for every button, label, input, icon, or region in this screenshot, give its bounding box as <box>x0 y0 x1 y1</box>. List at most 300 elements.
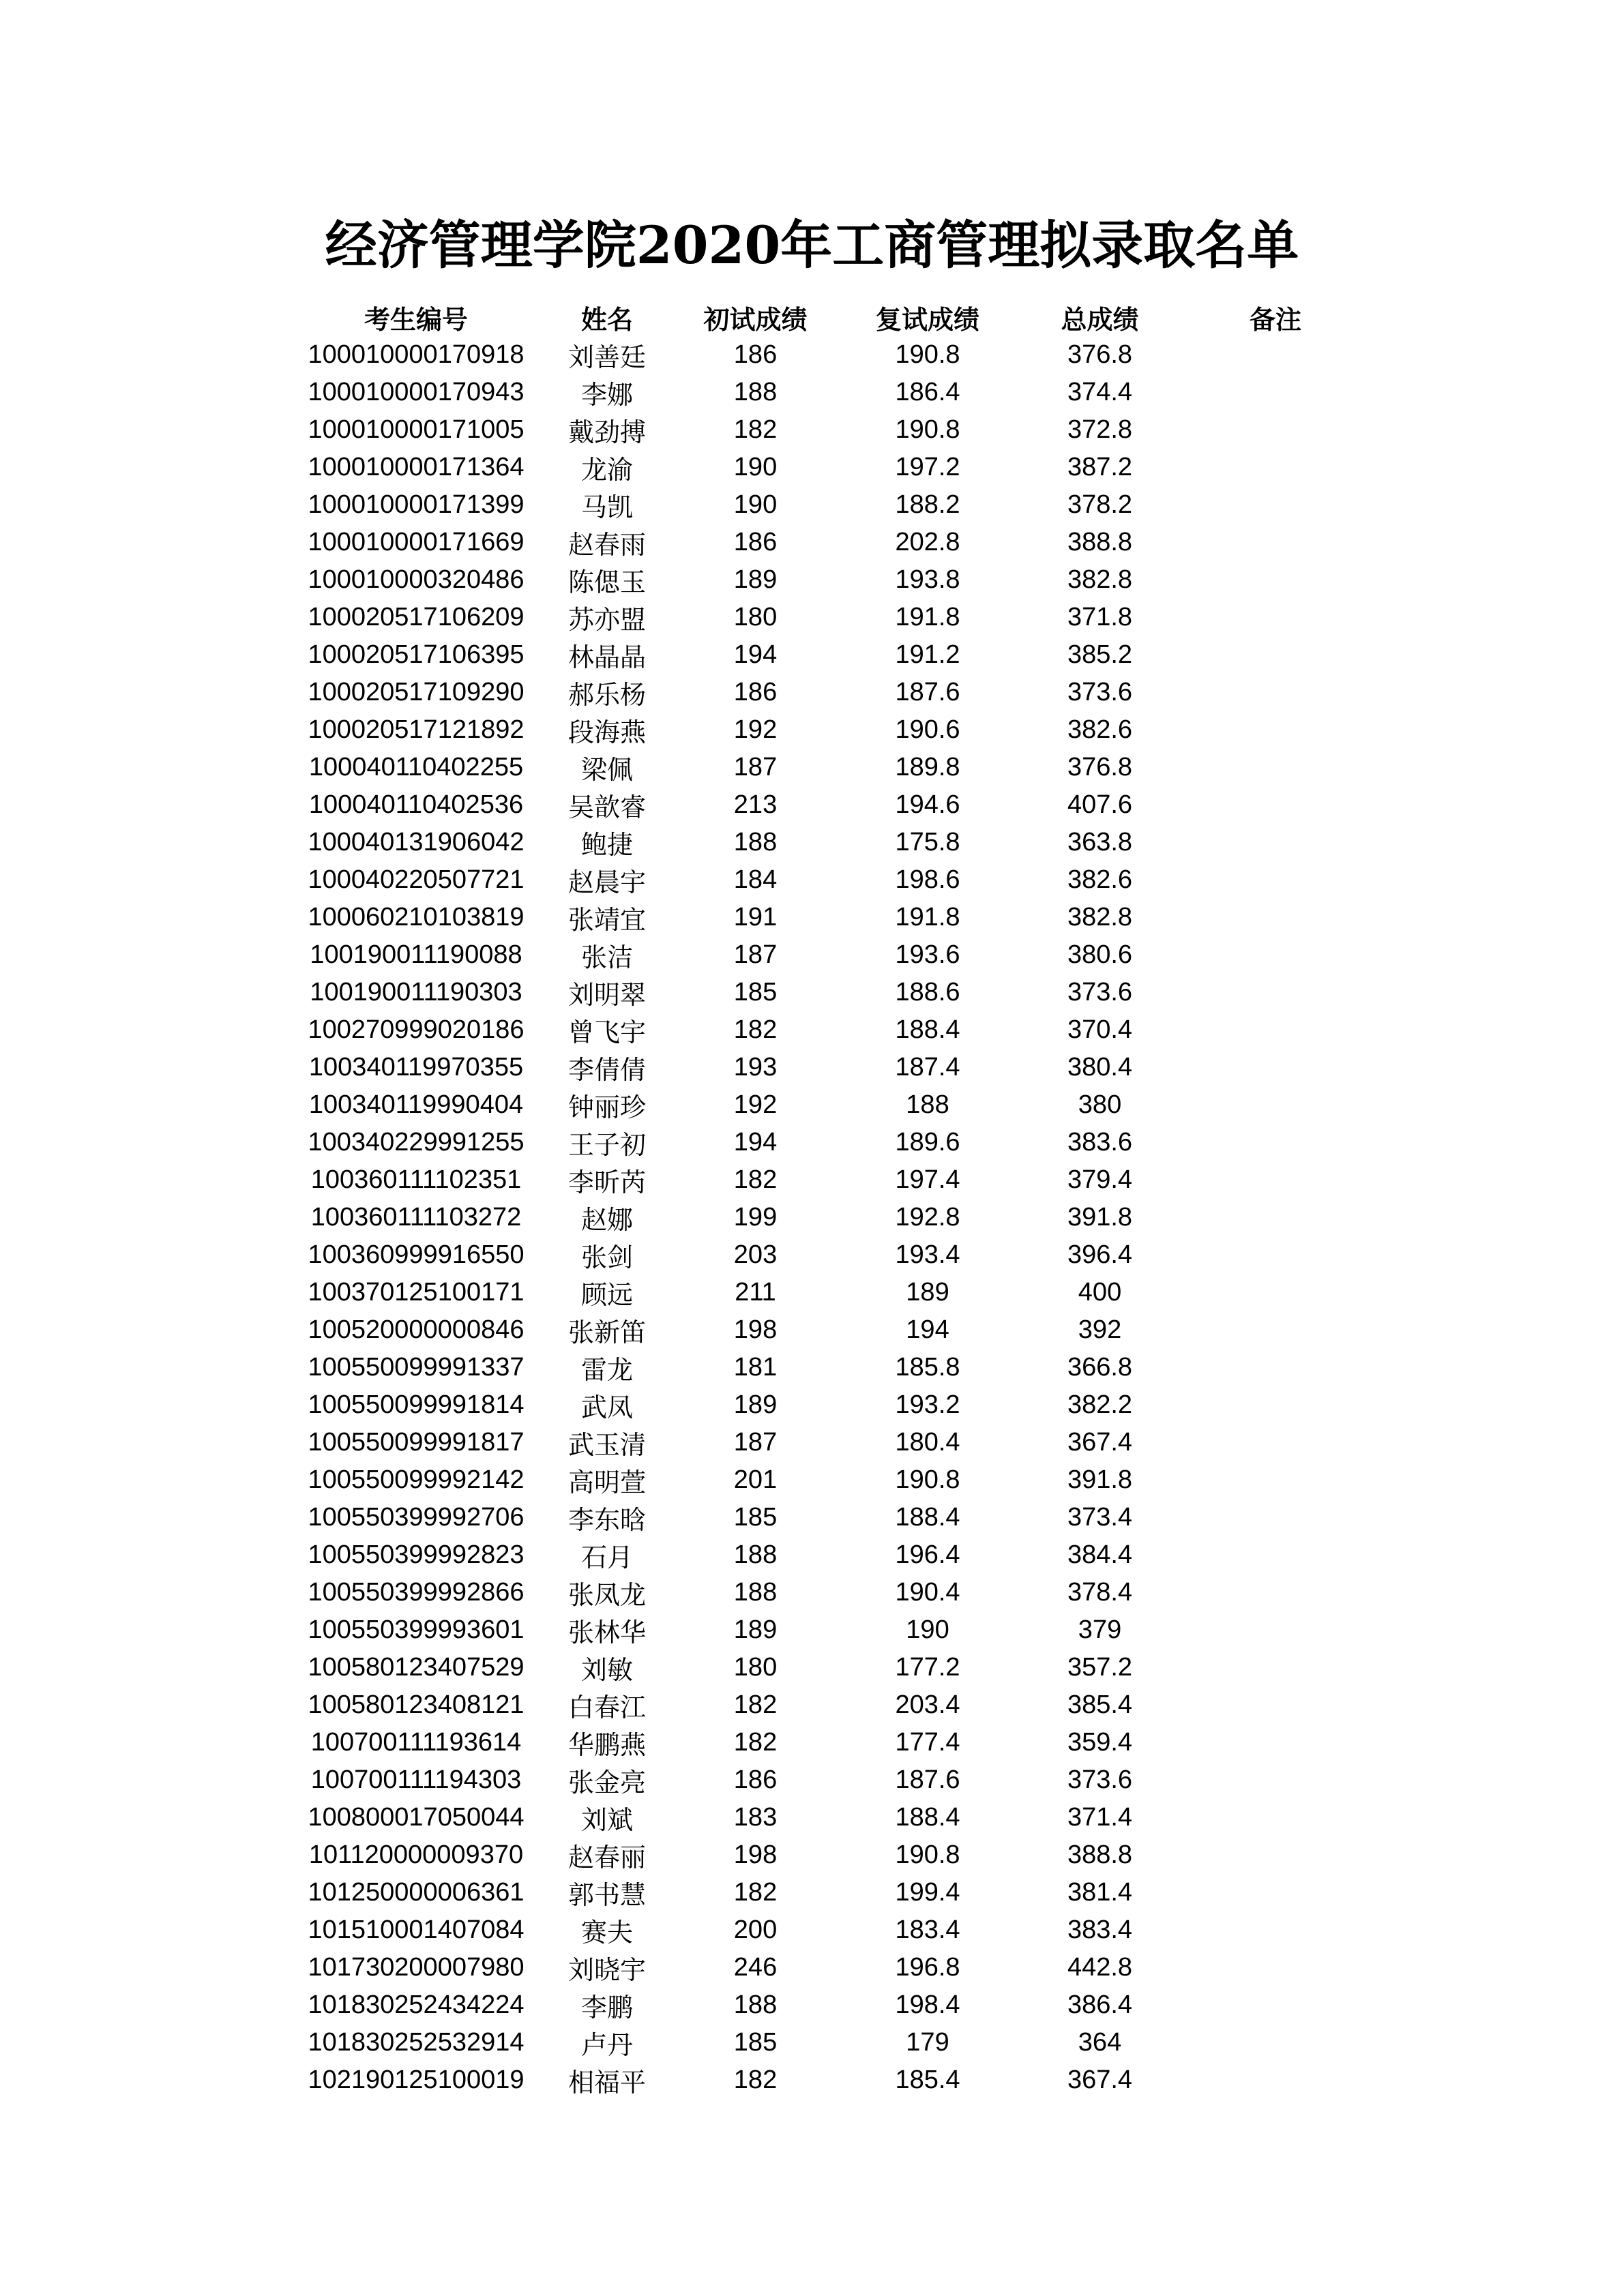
retest-score-cell: 194 <box>906 1315 949 1344</box>
name-cell: 戴劲搏 <box>567 417 646 447</box>
candidate-id-cell: 100700111193614 <box>310 1728 522 1757</box>
column-header-name: 姓名 <box>580 305 633 335</box>
candidate-id-cell: 100270999020186 <box>308 1015 525 1044</box>
candidate-id-cell: 100010000171364 <box>308 453 525 481</box>
candidate-id-cell: 100040110402255 <box>308 753 524 781</box>
total-score-cell: 367.4 <box>1067 1428 1133 1457</box>
total-score-cell: 378.4 <box>1067 1578 1133 1607</box>
total-score-cell: 373.6 <box>1067 678 1133 706</box>
candidate-id-cell: 100020517109290 <box>308 678 525 706</box>
retest-score-cell: 186.4 <box>895 378 960 406</box>
preliminary-score-cell: 246 <box>733 1953 778 1982</box>
total-score-cell: 378.2 <box>1067 490 1133 519</box>
table-row <box>290 824 1368 861</box>
name-cell: 苏亦盟 <box>567 605 646 635</box>
name-cell: 相福平 <box>567 2068 646 2098</box>
name-cell: 李昕芮 <box>567 1167 646 1197</box>
name-cell: 张剑 <box>580 1242 633 1272</box>
table-row <box>290 1086 1368 1124</box>
candidate-id-cell: 100800017050044 <box>308 1803 525 1832</box>
preliminary-score-cell: 182 <box>733 1015 778 1044</box>
candidate-id-cell: 100010000171005 <box>308 415 525 444</box>
retest-score-cell: 198.4 <box>895 1991 960 2019</box>
retest-score-cell: 196.4 <box>895 1540 960 1569</box>
table-row <box>290 336 1368 374</box>
table-row <box>290 1199 1368 1236</box>
candidate-id-cell: 100580123407529 <box>308 1653 525 1682</box>
remarks-cell <box>1183 636 1368 674</box>
retest-score-cell: 183.4 <box>895 1915 960 1944</box>
table-row <box>290 1274 1368 1311</box>
preliminary-score-cell: 186 <box>733 340 778 369</box>
candidate-id-cell: 100550399992866 <box>308 1578 525 1607</box>
retest-score-cell: 190.8 <box>895 415 960 444</box>
total-score-cell: 391.8 <box>1067 1465 1133 1494</box>
total-score-cell: 366.8 <box>1067 1353 1133 1382</box>
table-row <box>290 561 1368 599</box>
candidate-id-cell: 101510001407084 <box>308 1915 525 1944</box>
total-score-cell: 373.6 <box>1067 1765 1133 1794</box>
table-row <box>290 1799 1368 1836</box>
remarks-cell <box>1183 1424 1368 1461</box>
preliminary-score-cell: 183 <box>733 1803 778 1832</box>
table-row <box>290 1011 1368 1049</box>
preliminary-score-cell: 199 <box>733 1203 778 1232</box>
remarks-cell <box>1183 1986 1368 2024</box>
name-cell: 白春江 <box>567 1693 646 1723</box>
table-row <box>290 749 1368 786</box>
remarks-cell <box>1183 561 1368 599</box>
total-score-cell: 367.4 <box>1067 2066 1133 2094</box>
total-score-cell: 382.2 <box>1067 1390 1133 1419</box>
candidate-id-cell: 100360111103272 <box>310 1203 522 1232</box>
preliminary-score-cell: 182 <box>733 1165 778 1194</box>
retest-score-cell: 190 <box>906 1615 949 1644</box>
candidate-id-cell: 101830252434224 <box>308 1991 525 2019</box>
table-row <box>290 411 1368 449</box>
preliminary-score-cell: 188 <box>733 1540 778 1569</box>
preliminary-score-cell: 211 <box>735 1278 776 1307</box>
total-score-cell: 373.6 <box>1067 978 1133 1007</box>
name-cell: 赵娜 <box>580 1205 633 1235</box>
remarks-cell <box>1183 336 1368 374</box>
candidate-id-cell: 100340119970355 <box>308 1053 524 1082</box>
retest-score-cell: 189.6 <box>895 1128 960 1157</box>
name-cell: 张凤龙 <box>567 1580 646 1610</box>
total-score-cell: 379.4 <box>1067 1165 1133 1194</box>
name-cell: 赵春丽 <box>567 1843 646 1873</box>
candidate-id-cell: 100550099992142 <box>308 1465 525 1494</box>
retest-score-cell: 177.4 <box>895 1728 960 1757</box>
preliminary-score-cell: 192 <box>733 715 778 744</box>
name-cell: 李鹏 <box>580 1993 633 2023</box>
table-row <box>290 2024 1368 2061</box>
preliminary-score-cell: 180 <box>733 603 778 631</box>
remarks-cell <box>1183 1274 1368 1311</box>
remarks-cell <box>1183 2061 1368 2099</box>
candidate-id-cell: 100190011190088 <box>310 940 522 969</box>
retest-score-cell: 189 <box>906 1278 949 1307</box>
total-score-cell: 387.2 <box>1067 453 1133 481</box>
preliminary-score-cell: 187 <box>733 753 778 781</box>
remarks-cell <box>1183 861 1368 899</box>
table-row <box>290 1536 1368 1574</box>
candidate-id-cell: 100010000320486 <box>308 565 525 594</box>
retest-score-cell: 197.2 <box>895 453 960 481</box>
name-cell: 林晶晶 <box>567 642 646 672</box>
table-row <box>290 374 1368 411</box>
candidate-id-cell: 101830252532914 <box>308 2028 525 2057</box>
total-score-cell: 380 <box>1078 1090 1122 1119</box>
total-score-cell: 385.2 <box>1067 640 1133 669</box>
preliminary-score-cell: 182 <box>733 1728 778 1757</box>
column-header-preliminary-score: 初试成绩 <box>703 305 808 335</box>
table-row <box>290 1761 1368 1799</box>
name-cell: 张林华 <box>567 1617 646 1648</box>
name-cell: 梁佩 <box>580 755 633 785</box>
preliminary-score-cell: 184 <box>733 865 778 894</box>
remarks-cell <box>1183 1499 1368 1536</box>
retest-score-cell: 193.2 <box>895 1390 960 1419</box>
table-row <box>290 1386 1368 1424</box>
table-row <box>290 861 1368 899</box>
preliminary-score-cell: 198 <box>733 1840 778 1869</box>
total-score-cell: 442.8 <box>1067 1953 1133 1982</box>
remarks-cell <box>1183 1049 1368 1086</box>
table-row <box>290 1161 1368 1199</box>
table-row <box>290 936 1368 974</box>
preliminary-score-cell: 190 <box>733 490 778 519</box>
total-score-cell: 384.4 <box>1067 1540 1133 1569</box>
name-cell: 钟丽珍 <box>567 1092 646 1122</box>
table-row <box>290 1836 1368 1874</box>
name-cell: 赵晨宇 <box>567 867 646 897</box>
preliminary-score-cell: 182 <box>733 415 778 444</box>
candidate-id-cell: 101120000009370 <box>308 1840 524 1869</box>
preliminary-score-cell: 182 <box>733 2066 778 2094</box>
total-score-cell: 380.4 <box>1067 1053 1133 1082</box>
preliminary-score-cell: 185 <box>733 2028 778 2057</box>
remarks-cell <box>1183 449 1368 486</box>
table-row <box>290 1949 1368 1986</box>
candidate-id-cell: 100550399992706 <box>308 1503 525 1532</box>
total-score-cell: 371.8 <box>1067 603 1133 631</box>
preliminary-score-cell: 194 <box>733 1128 778 1157</box>
total-score-cell: 376.8 <box>1067 753 1133 781</box>
table-row <box>290 1686 1368 1724</box>
retest-score-cell: 188.4 <box>895 1015 960 1044</box>
preliminary-score-cell: 200 <box>733 1915 778 1944</box>
remarks-cell <box>1183 1124 1368 1161</box>
name-cell: 张金亮 <box>567 1768 646 1798</box>
table-row <box>290 1874 1368 1911</box>
preliminary-score-cell: 188 <box>733 378 778 406</box>
column-header-total-score: 总成绩 <box>1061 305 1139 335</box>
name-cell: 高明萱 <box>567 1467 646 1497</box>
remarks-cell <box>1183 1949 1368 1986</box>
candidate-id-cell: 100550099991817 <box>308 1428 525 1457</box>
name-cell: 李娜 <box>580 380 633 410</box>
name-cell: 刘善廷 <box>567 342 646 372</box>
remarks-cell <box>1183 599 1368 636</box>
total-score-cell: 372.8 <box>1067 415 1133 444</box>
name-cell: 刘晓宇 <box>567 1955 646 1985</box>
remarks-cell <box>1183 486 1368 524</box>
remarks-cell <box>1183 749 1368 786</box>
retest-score-cell: 191.8 <box>895 903 960 931</box>
retest-score-cell: 190.6 <box>895 715 960 744</box>
table-row <box>290 674 1368 711</box>
preliminary-score-cell: 194 <box>733 640 778 669</box>
preliminary-score-cell: 193 <box>733 1053 778 1082</box>
remarks-cell <box>1183 1349 1368 1386</box>
table-row <box>290 486 1368 524</box>
name-cell: 李倩倩 <box>567 1055 646 1085</box>
total-score-cell: 385.4 <box>1067 1690 1133 1719</box>
preliminary-score-cell: 192 <box>733 1090 778 1119</box>
remarks-cell <box>1183 1536 1368 1574</box>
name-cell: 龙渝 <box>580 455 633 485</box>
table-row <box>290 1124 1368 1161</box>
preliminary-score-cell: 190 <box>733 453 778 481</box>
preliminary-score-cell: 198 <box>733 1315 778 1344</box>
retest-score-cell: 190.8 <box>895 1840 960 1869</box>
retest-score-cell: 188.6 <box>895 978 960 1007</box>
retest-score-cell: 193.6 <box>895 940 960 969</box>
retest-score-cell: 185.8 <box>895 1353 960 1382</box>
preliminary-score-cell: 180 <box>733 1653 778 1682</box>
table-row <box>290 1724 1368 1761</box>
remarks-cell <box>1183 374 1368 411</box>
name-cell: 石月 <box>580 1542 633 1572</box>
candidate-id-cell: 100010000170918 <box>308 340 525 369</box>
retest-score-cell: 188.4 <box>895 1503 960 1532</box>
total-score-cell: 400 <box>1078 1278 1122 1307</box>
remarks-cell <box>1183 974 1368 1011</box>
remarks-cell <box>1183 2024 1368 2061</box>
total-score-cell: 388.8 <box>1067 528 1133 556</box>
retest-score-cell: 187.4 <box>895 1053 960 1082</box>
total-score-cell: 392 <box>1078 1315 1122 1344</box>
retest-score-cell: 187.6 <box>895 678 960 706</box>
remarks-cell <box>1183 899 1368 936</box>
total-score-cell: 379 <box>1078 1615 1122 1644</box>
total-score-cell: 380.6 <box>1067 940 1133 969</box>
column-header-candidate-id: 考生编号 <box>364 305 468 335</box>
table-row <box>290 1574 1368 1611</box>
candidate-id-cell: 100360999916550 <box>308 1240 525 1269</box>
table-row <box>290 1499 1368 1536</box>
name-cell: 武凤 <box>580 1392 633 1422</box>
retest-score-cell: 196.8 <box>895 1953 960 1982</box>
remarks-cell <box>1183 1199 1368 1236</box>
name-cell: 刘敏 <box>580 1655 633 1685</box>
preliminary-score-cell: 187 <box>733 1428 778 1457</box>
preliminary-score-cell: 213 <box>733 790 778 819</box>
total-score-cell: 382.8 <box>1067 903 1133 931</box>
retest-score-cell: 185.4 <box>895 2066 960 2094</box>
preliminary-score-cell: 185 <box>733 978 778 1007</box>
table-row <box>290 1049 1368 1086</box>
remarks-cell <box>1183 1836 1368 1874</box>
candidate-id-cell: 100010000170943 <box>308 378 525 406</box>
preliminary-score-cell: 182 <box>733 1690 778 1719</box>
name-cell: 张新笛 <box>567 1317 646 1347</box>
page-title: 经济管理学院2020年工商管理拟录取名单 <box>325 215 1299 275</box>
candidate-id-cell: 100060210103819 <box>308 903 525 931</box>
retest-score-cell: 190.4 <box>895 1578 960 1607</box>
table-row <box>290 1461 1368 1499</box>
total-score-cell: 376.8 <box>1067 340 1133 369</box>
retest-score-cell: 197.4 <box>895 1165 960 1194</box>
total-score-cell: 363.8 <box>1067 828 1133 856</box>
remarks-cell <box>1183 1761 1368 1799</box>
total-score-cell: 373.4 <box>1067 1503 1133 1532</box>
remarks-cell <box>1183 1911 1368 1949</box>
total-score-cell: 386.4 <box>1067 1991 1133 2019</box>
candidate-id-cell: 100580123408121 <box>308 1690 525 1719</box>
admission-list-table <box>290 299 1368 2099</box>
table-row <box>290 786 1368 824</box>
candidate-id-cell: 100340229991255 <box>308 1128 525 1157</box>
remarks-cell <box>1183 786 1368 824</box>
remarks-cell <box>1183 1011 1368 1049</box>
remarks-cell <box>1183 936 1368 974</box>
table-row <box>290 1311 1368 1349</box>
retest-score-cell: 179 <box>906 2028 949 2057</box>
name-cell: 段海燕 <box>567 717 646 747</box>
name-cell: 雷龙 <box>580 1355 633 1385</box>
preliminary-score-cell: 188 <box>733 1578 778 1607</box>
remarks-cell <box>1183 1311 1368 1349</box>
total-score-cell: 391.8 <box>1067 1203 1133 1232</box>
total-score-cell: 382.6 <box>1067 715 1133 744</box>
candidate-id-cell: 100040110402536 <box>308 790 524 819</box>
preliminary-score-cell: 186 <box>733 528 778 556</box>
remarks-cell <box>1183 1086 1368 1124</box>
table-row <box>290 2061 1368 2099</box>
candidate-id-cell: 100020517121892 <box>308 715 525 744</box>
total-score-cell: 357.2 <box>1067 1653 1133 1682</box>
name-cell: 赛夫 <box>580 1918 633 1948</box>
retest-score-cell: 189.8 <box>895 753 960 781</box>
retest-score-cell: 191.2 <box>895 640 960 669</box>
candidate-id-cell: 100020517106209 <box>308 603 525 631</box>
table-row <box>290 1911 1368 1949</box>
remarks-cell <box>1183 711 1368 749</box>
total-score-cell: 374.4 <box>1067 378 1133 406</box>
preliminary-score-cell: 185 <box>733 1503 778 1532</box>
retest-score-cell: 175.8 <box>895 828 960 856</box>
preliminary-score-cell: 189 <box>733 1615 778 1644</box>
remarks-cell <box>1183 1686 1368 1724</box>
column-header-retest-score: 复试成绩 <box>875 305 979 335</box>
name-cell: 卢丹 <box>580 2030 633 2060</box>
retest-score-cell: 190.8 <box>895 340 960 369</box>
preliminary-score-cell: 182 <box>733 1878 778 1907</box>
table-row <box>290 636 1368 674</box>
table-row <box>290 1236 1368 1274</box>
candidate-id-cell: 100020517106395 <box>308 640 525 669</box>
name-cell: 吴歆睿 <box>567 792 646 822</box>
name-cell: 张靖宜 <box>567 905 646 935</box>
remarks-cell <box>1183 824 1368 861</box>
preliminary-score-cell: 186 <box>733 678 778 706</box>
table-header-row <box>290 299 1368 336</box>
candidate-id-cell: 100040131906042 <box>308 828 525 856</box>
total-score-cell: 364 <box>1078 2028 1122 2057</box>
candidate-id-cell: 100010000171399 <box>308 490 525 519</box>
name-cell: 华鹏燕 <box>567 1730 646 1760</box>
candidate-id-cell: 100040220507721 <box>308 865 525 894</box>
total-score-cell: 383.4 <box>1067 1915 1133 1944</box>
candidate-id-cell: 100550099991337 <box>308 1353 525 1382</box>
remarks-cell <box>1183 524 1368 561</box>
retest-score-cell: 193.8 <box>895 565 960 594</box>
name-cell: 曾飞宇 <box>567 1017 646 1047</box>
table-row <box>290 1986 1368 2024</box>
total-score-cell: 388.8 <box>1067 1840 1133 1869</box>
total-score-cell: 382.8 <box>1067 565 1133 594</box>
table-row <box>290 899 1368 936</box>
table-row <box>290 1611 1368 1649</box>
candidate-id-cell: 100700111194303 <box>310 1765 522 1794</box>
retest-score-cell: 188.4 <box>895 1803 960 1832</box>
table-row <box>290 524 1368 561</box>
retest-score-cell: 203.4 <box>895 1690 960 1719</box>
table-row <box>290 711 1368 749</box>
candidate-id-cell: 100550399993601 <box>308 1615 525 1644</box>
retest-score-cell: 199.4 <box>895 1878 960 1907</box>
name-cell: 李东晗 <box>567 1505 646 1535</box>
retest-score-cell: 187.6 <box>895 1765 960 1794</box>
retest-score-cell: 191.8 <box>895 603 960 631</box>
total-score-cell: 407.6 <box>1067 790 1133 819</box>
retest-score-cell: 192.8 <box>895 1203 960 1232</box>
total-score-cell: 359.4 <box>1067 1728 1133 1757</box>
preliminary-score-cell: 187 <box>733 940 778 969</box>
candidate-id-cell: 101730200007980 <box>308 1953 525 1982</box>
remarks-cell <box>1183 1574 1368 1611</box>
remarks-cell <box>1183 411 1368 449</box>
remarks-cell <box>1183 674 1368 711</box>
table-row <box>290 1424 1368 1461</box>
remarks-cell <box>1183 1649 1368 1686</box>
name-cell: 马凯 <box>580 492 633 522</box>
preliminary-score-cell: 188 <box>733 1991 778 2019</box>
name-cell: 鲍捷 <box>580 830 633 860</box>
retest-score-cell: 188 <box>906 1090 949 1119</box>
candidate-id-cell: 101250000006361 <box>308 1878 525 1907</box>
candidate-id-cell: 100520000000846 <box>308 1315 525 1344</box>
remarks-cell <box>1183 1161 1368 1199</box>
preliminary-score-cell: 201 <box>733 1465 778 1494</box>
table-row <box>290 599 1368 636</box>
preliminary-score-cell: 181 <box>733 1353 778 1382</box>
retest-score-cell: 198.6 <box>895 865 960 894</box>
preliminary-score-cell: 189 <box>733 565 778 594</box>
table-row <box>290 1349 1368 1386</box>
name-cell: 张洁 <box>580 942 633 972</box>
name-cell: 陈偲玉 <box>567 567 646 597</box>
retest-score-cell: 193.4 <box>895 1240 960 1269</box>
table-body <box>290 336 1368 2099</box>
name-cell: 郝乐杨 <box>567 680 646 710</box>
retest-score-cell: 177.2 <box>895 1653 960 1682</box>
candidate-id-cell: 100360111102351 <box>310 1165 522 1194</box>
remarks-cell <box>1183 1236 1368 1274</box>
remarks-cell <box>1183 1724 1368 1761</box>
